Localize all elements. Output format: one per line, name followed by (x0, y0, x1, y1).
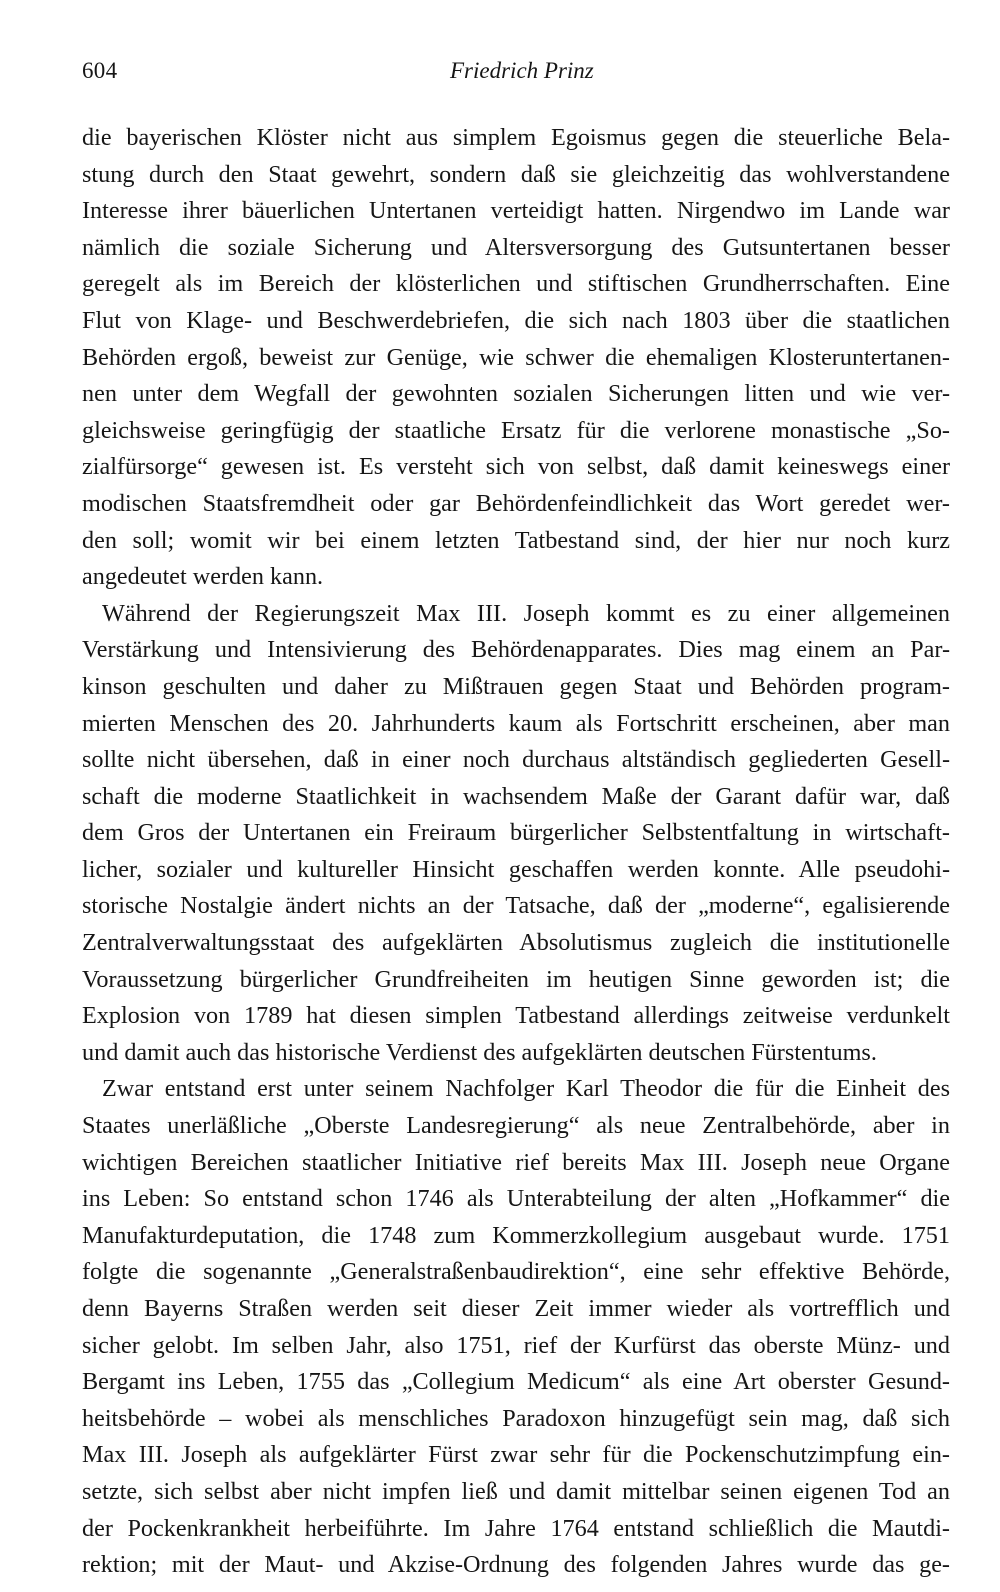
text-line: modischen Staatsfremdheit oder gar Behördenfeindlichkeit das Wort geredet wer- (82, 489, 950, 517)
text-line: der Pockenkrankheit herbeiführte. Im Jahre 1764 entstand schließlich die Mautdi- (82, 1514, 950, 1542)
text-line: und damit auch das historische Verdienst des aufgeklärten deutschen Fürstentums. (82, 1038, 877, 1066)
text-line: Explosion von 1789 hat diesen simplen Tatbestand allerdings zeitweise verdunkelt (82, 1002, 950, 1030)
text-line: Staates unerläßliche „Oberste Landesregierung“ als neue Zentralbehörde, aber in (82, 1112, 950, 1140)
text-line: Manufakturdeputation, die 1748 zum Kommerzkollegium ausgebaut wurde. 1751 (82, 1221, 950, 1249)
text-line: nen unter dem Wegfall der gewohnten sozialen Sicherungen litten und wie ver- (82, 380, 950, 408)
text-line: den soll; womit wir bei einem letzten Tatbestand sind, der hier nur noch kurz (82, 526, 950, 554)
text-line: nämlich die soziale Sicherung und Altersversorgung des Gutsuntertanen besser (82, 233, 950, 261)
text-line: zialfürsorge“ gewesen ist. Es versteht sich von selbst, daß damit keineswegs einer (82, 453, 950, 481)
text-line: ins Leben: So entstand schon 1746 als Unterabteilung der alten „Hofkammer“ die (82, 1185, 950, 1213)
text-line: dem Gros der Untertanen ein Freiraum bürgerlicher Selbstentfaltung in wirtschaft- (82, 819, 950, 847)
text-line: Verstärkung und Intensivierung des Behördenapparates. Dies mag einem an Par- (82, 636, 950, 664)
text-line: rektion; mit der Maut- und Akzise-Ordnung des folgenden Jahres wurde das ge- (82, 1551, 950, 1579)
text-line: storische Nostalgie ändert nichts an der Tatsache, daß der „moderne“, egalisierende (82, 892, 950, 920)
text-line: mierten Menschen des 20. Jahrhunderts kaum als Fortschritt erscheinen, aber man (82, 709, 950, 737)
text-line: heitsbehörde – wobei als menschliches Paradoxon hinzugefügt sein mag, daß sich (82, 1404, 950, 1432)
text-line: gleichsweise geringfügig der staatliche Ersatz für die verlorene monastische „So- (82, 416, 950, 444)
text-line: setzte, sich selbst aber nicht impfen ließ und damit mittelbar seinen eigenen Tod an (82, 1477, 950, 1505)
text-line: Bergamt ins Leben, 1755 das „Collegium Medicum“ als eine Art oberster Gesund- (82, 1368, 950, 1396)
running-head-author: Friedrich Prinz (450, 58, 594, 83)
text-line: stung durch den Staat gewehrt, sondern daß sie gleichzeitig das wohlverstandene (82, 160, 950, 188)
text-line: kinson geschulten und daher zu Mißtrauen gegen Staat und Behörden program- (82, 672, 950, 700)
text-line: geregelt als im Bereich der klösterlichen und stiftischen Grundherrschaften. Eine (82, 270, 950, 298)
text-line: Flut von Klage- und Beschwerdebriefen, die sich nach 1803 über die staatlichen (82, 306, 950, 334)
text-line: sollte nicht übersehen, daß in einer noch durchaus altständisch gegliederten Gesell- (82, 746, 950, 774)
text-line: Zentralverwaltungsstaat des aufgeklärten Absolutismus zugleich die institutionelle (82, 929, 950, 957)
text-line: Behörden ergoß, beweist zur Genüge, wie schwer die ehemaligen Klosteruntertanen- (82, 343, 950, 371)
text-line: Zwar entstand erst unter seinem Nachfolger Karl Theodor die für die Einheit des (102, 1075, 950, 1103)
body-text (82, 120, 950, 1584)
text-line: die bayerischen Klöster nicht aus simplem Egoismus gegen die steuerliche Bela- (82, 124, 950, 151)
text-line: Interesse ihrer bäuerlichen Untertanen verteidigt hatten. Nirgendwo im Lande war (82, 197, 950, 225)
text-line: sicher gelobt. Im selben Jahr, also 1751, rief der Kurfürst das oberste Münz- und (82, 1331, 950, 1359)
text-line: denn Bayerns Straßen werden seit dieser Zeit immer wieder als vortrefflich und (82, 1295, 950, 1322)
text-line: Während der Regierungszeit Max III. Joseph kommt es zu einer allgemeinen (102, 599, 950, 627)
text-line: folgte die sogenannte „Generalstraßenbaudirektion“, eine sehr effektive Behörde, (82, 1258, 950, 1286)
text-line: Max III. Joseph als aufgeklärter Fürst zwar sehr für die Pockenschutzimpfung ein- (82, 1441, 950, 1469)
text-line: licher, sozialer und kultureller Hinsicht geschaffen werden konnte. Alle pseudohi- (82, 855, 950, 883)
running-head (82, 58, 950, 90)
text-line: angedeutet werden kann. (82, 563, 324, 591)
text-line: wichtigen Bereichen staatlicher Initiative rief bereits Max III. Joseph neue Organe (82, 1148, 950, 1176)
page-number: 604 (82, 58, 118, 83)
text-line: schaft die moderne Staatlichkeit in wachsendem Maße der Garant dafür war, daß (82, 782, 950, 810)
text-line: Voraussetzung bürgerlicher Grundfreiheiten im heutigen Sinne geworden ist; die (82, 965, 950, 993)
